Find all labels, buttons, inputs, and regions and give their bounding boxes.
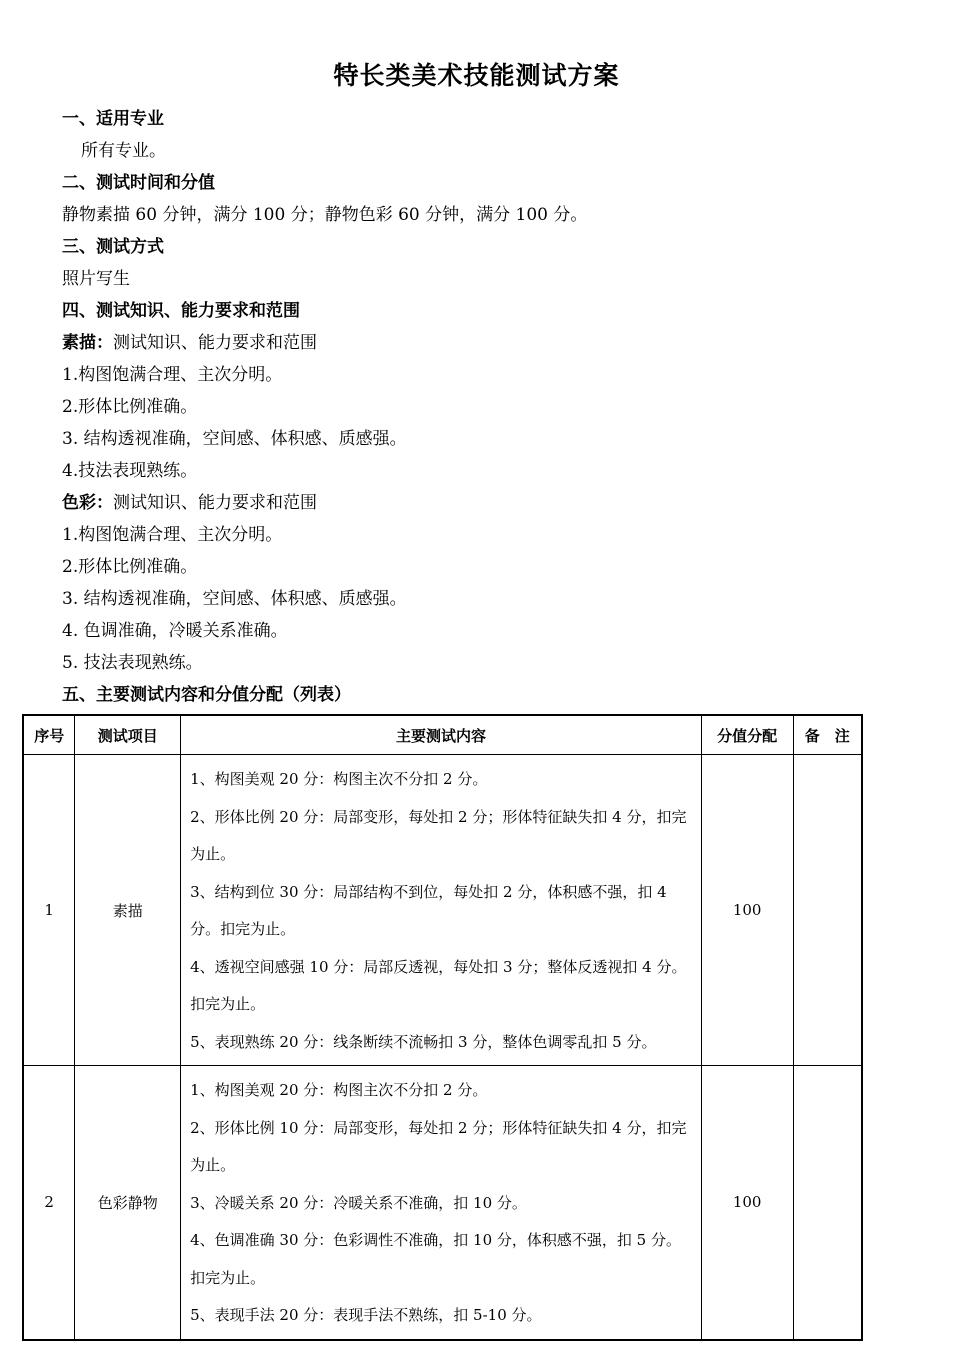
content-line: 2、形体比例 20 分：局部变形，每处扣 2 分；形体特征缺失扣 4 分，扣完为止。 bbox=[190, 807, 687, 863]
table-row bbox=[23, 755, 862, 1066]
row-no: 2 bbox=[23, 1066, 75, 1340]
sumiao-item: 3. 结构透视准确，空间感、体积感、质感强。 bbox=[62, 429, 407, 449]
row-score: 100 bbox=[701, 1066, 793, 1340]
section-4-heading: 四、测试知识、能力要求和范围 bbox=[62, 301, 300, 321]
sumiao-item: 2.形体比例准确。 bbox=[62, 397, 198, 417]
header-item: 测试项目 bbox=[75, 715, 181, 755]
row-no: 1 bbox=[23, 755, 75, 1066]
row-note bbox=[793, 1066, 862, 1340]
section-1-heading: 一、适用专业 bbox=[62, 109, 164, 129]
secai-item: 3. 结构透视准确，空间感、体积感、质感强。 bbox=[62, 589, 407, 609]
sumiao-label: 素描： bbox=[62, 333, 113, 353]
secai-subheading-text: 测试知识、能力要求和范围 bbox=[113, 493, 317, 513]
row-item: 色彩静物 bbox=[75, 1066, 181, 1340]
section-2-text: 静物素描 60 分钟，满分 100 分；静物色彩 60 分钟，满分 100 分。 bbox=[62, 205, 588, 225]
content-line: 4、色调准确 30 分：色彩调性不准确，扣 10 分，体积感不强，扣 5 分。扣完为止。 bbox=[190, 1231, 681, 1287]
section-5-heading: 五、主要测试内容和分值分配（列表） bbox=[62, 685, 351, 705]
row-contents bbox=[181, 755, 702, 1066]
secai-item: 5. 技法表现熟练。 bbox=[62, 653, 203, 673]
row-item: 素描 bbox=[75, 755, 181, 1066]
sumiao-subheading bbox=[62, 332, 317, 354]
content-line: 2、形体比例 10 分：局部变形，每处扣 2 分；形体特征缺失扣 4 分，扣完为止。 bbox=[190, 1118, 687, 1174]
header-content: 主要测试内容 bbox=[181, 715, 702, 755]
secai-item: 2.形体比例准确。 bbox=[62, 557, 198, 577]
section-3-text: 照片写生 bbox=[62, 269, 130, 289]
content-line: 1、构图美观 20 分：构图主次不分扣 2 分。 bbox=[190, 1081, 488, 1099]
content-line: 1、构图美观 20 分：构图主次不分扣 2 分。 bbox=[190, 770, 488, 788]
secai-item: 1.构图饱满合理、主次分明。 bbox=[62, 525, 283, 545]
secai-item: 4. 色调准确，冷暖关系准确。 bbox=[62, 621, 288, 641]
row-contents bbox=[181, 1066, 702, 1340]
secai-subheading bbox=[62, 492, 317, 514]
header-score: 分值分配 bbox=[701, 715, 793, 755]
content-line: 5、表现手法 20 分：表现手法不熟练，扣 5-10 分。 bbox=[190, 1306, 542, 1324]
table-row bbox=[23, 1066, 862, 1340]
section-1-text: 所有专业。 bbox=[81, 141, 166, 161]
section-3-heading: 三、测试方式 bbox=[62, 237, 164, 257]
score-table bbox=[22, 714, 863, 1341]
section-2-heading: 二、测试时间和分值 bbox=[62, 173, 215, 193]
content-line: 3、结构到位 30 分：局部结构不到位，每处扣 2 分，体积感不强，扣 4 分。扣完为止。 bbox=[190, 882, 667, 938]
content-line: 3、冷暖关系 20 分：冷暖关系不准确，扣 10 分。 bbox=[190, 1193, 527, 1212]
sumiao-item: 4.技法表现熟练。 bbox=[62, 461, 198, 481]
row-score: 100 bbox=[701, 755, 793, 1066]
page-title: 特长类美术技能测试方案 bbox=[333, 61, 620, 90]
table-header-row bbox=[23, 715, 862, 755]
secai-label: 色彩： bbox=[62, 493, 113, 513]
content-line: 5、表现熟练 20 分：线条断续不流畅扣 3 分，整体色调零乱扣 5 分。 bbox=[190, 1032, 657, 1051]
sumiao-item: 1.构图饱满合理、主次分明。 bbox=[62, 365, 283, 385]
row-note bbox=[793, 755, 862, 1066]
content-line: 4、透视空间感强 10 分：局部反透视，每处扣 3 分；整体反透视扣 4 分。扣完为止。 bbox=[190, 957, 687, 1013]
header-no: 序号 bbox=[23, 715, 75, 755]
sumiao-subheading-text: 测试知识、能力要求和范围 bbox=[113, 333, 317, 353]
header-note: 备 注 bbox=[793, 715, 862, 755]
